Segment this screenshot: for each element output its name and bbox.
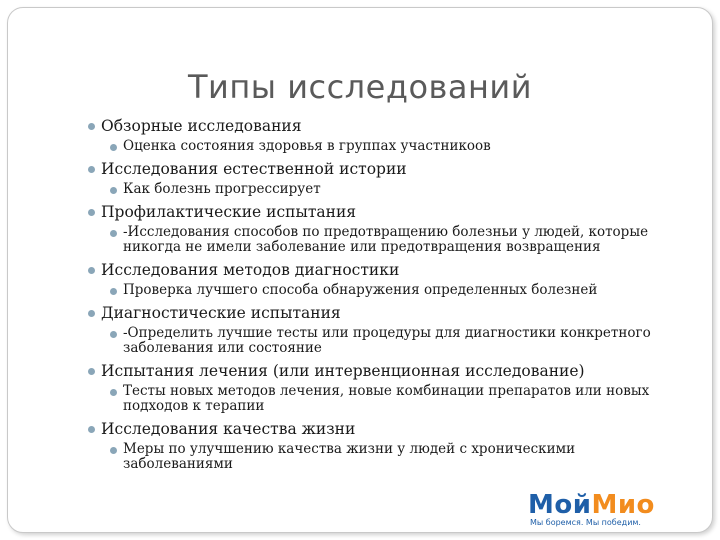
list-item-label: Обзорные исследования bbox=[101, 117, 302, 135]
list-item-label: Диагностические испытания bbox=[101, 304, 341, 322]
bullet-icon bbox=[110, 144, 117, 151]
list-item-label: Исследования естественной истории bbox=[101, 160, 407, 178]
list-subitem bbox=[123, 225, 653, 255]
bullet-icon bbox=[88, 123, 95, 130]
bullet-list bbox=[8, 116, 712, 477]
list-subitem bbox=[123, 326, 653, 356]
logo-wordmark bbox=[528, 491, 655, 519]
bullet-icon bbox=[88, 368, 95, 375]
list-subitem bbox=[123, 442, 653, 472]
list-subitem bbox=[123, 139, 653, 154]
list-item bbox=[101, 116, 691, 136]
list-item-label: Испытания лечения (или интервенционная исследование) bbox=[101, 362, 585, 380]
list-subitem-text: Меры по улучшению качества жизни у людей с хроническими заболеваниями bbox=[123, 441, 576, 472]
bullet-icon bbox=[88, 166, 95, 173]
list-subitem-text: Тесты новых методов лечения, новые комбинации препаратов или новых подходов к терапии bbox=[123, 383, 650, 414]
list-subitem-text: -Исследования способов по предотвращению болезньи у людей, которые никогда не имели заболевание или предотвращения возвращения bbox=[123, 224, 649, 255]
logo-tagline: Мы боремся. Мы победим. bbox=[530, 518, 641, 527]
bullet-icon bbox=[88, 426, 95, 433]
list-item bbox=[101, 260, 691, 280]
list-item-label: Исследования качества жизни bbox=[101, 420, 356, 438]
list-item bbox=[101, 303, 691, 323]
bullet-icon bbox=[110, 331, 117, 338]
slide-title: Типы исследований bbox=[187, 68, 532, 106]
list-subitem-text: -Определить лучшие тесты или процедуры для диагностики конкретного заболевания или состояние bbox=[123, 325, 651, 356]
bullet-icon bbox=[110, 389, 117, 396]
logo-part-1: Мой bbox=[528, 490, 592, 520]
list-item bbox=[101, 202, 691, 222]
bullet-icon bbox=[110, 288, 117, 295]
list-item bbox=[101, 361, 691, 381]
list-item-label: Профилактические испытания bbox=[101, 203, 357, 221]
list-item bbox=[101, 159, 691, 179]
list-subitem-text: Как болезнь прогрессирует bbox=[123, 181, 321, 197]
list-item bbox=[101, 419, 691, 439]
list-subitem bbox=[123, 283, 653, 298]
list-subitem bbox=[123, 182, 653, 197]
bullet-icon bbox=[110, 187, 117, 194]
bullet-icon bbox=[110, 447, 117, 454]
bullet-icon bbox=[88, 209, 95, 216]
list-subitem bbox=[123, 384, 653, 414]
bullet-icon bbox=[88, 310, 95, 317]
list-subitem-text: Проверка лучшего способа обнаружения определенных болезней bbox=[123, 282, 598, 298]
list-item-label: Исследования методов диагностики bbox=[101, 261, 400, 279]
list-subitem-text: Оценка состояния здоровья в группах участникоов bbox=[123, 138, 491, 154]
slide-frame bbox=[7, 7, 713, 533]
bullet-icon bbox=[110, 230, 117, 237]
bullet-icon bbox=[88, 267, 95, 274]
logo-part-2: Мио bbox=[591, 490, 655, 520]
moimio-logo bbox=[528, 491, 694, 529]
